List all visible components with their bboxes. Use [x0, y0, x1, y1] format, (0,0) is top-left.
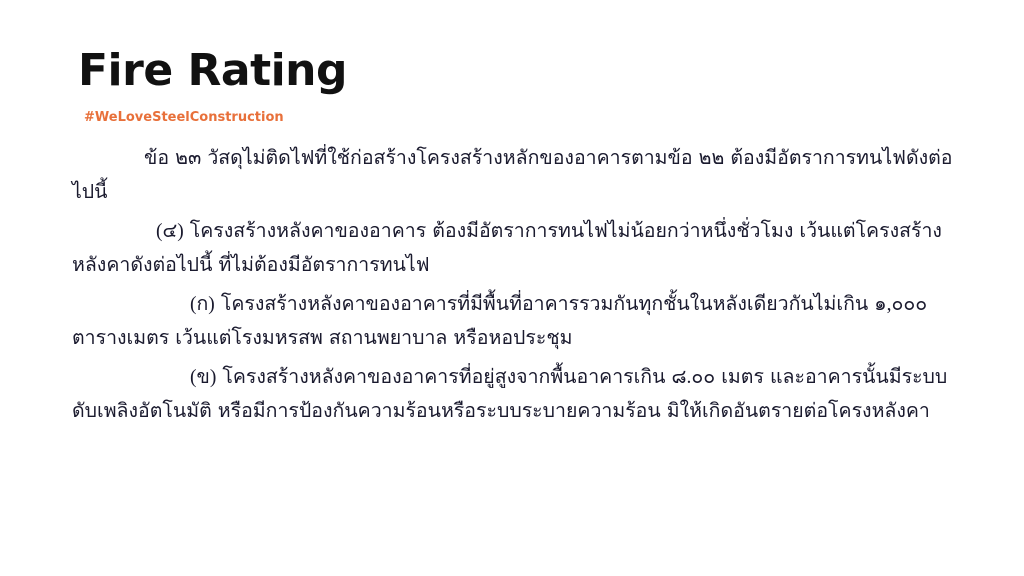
paragraph-text: (๔) โครงสร้างหลังคาของอาคาร ต้องมีอัตราการทนไฟไม่น้อยกว่าหนึ่งชั่วโมง เว้นแต่โครงสร้างหลังคาดังต่อไปนี้ ที่ไม่ต้องมีอัตราการทนไฟ: [72, 221, 942, 276]
paragraph-item-4: [72, 215, 956, 282]
paragraph-item-kho: [72, 361, 956, 428]
paragraph-text: ข้อ ๒๓ วัสดุไม่ติดไฟที่ใช้ก่อสร้างโครงสร้างหลักของอาคารตามข้อ ๒๒ ต้องมีอัตราการทนไฟดังต่อไปนี้: [72, 148, 953, 203]
paragraph-clause-23: [72, 142, 956, 209]
hashtag-label: #WeLoveSteelConstruction: [84, 110, 284, 125]
page-title: Fire Rating: [78, 45, 348, 96]
paragraph-text: (ก) โครงสร้างหลังคาของอาคารที่มีพื้นที่อาคารรวมกันทุกชั้นในหลังเดียวกันไม่เกิน ๑,๐๐๐ ตารางเมตร เว้นแต่โรงมหรสพ สถานพยาบาล หรือหอประชุม: [72, 294, 928, 349]
paragraph-text: (ข) โครงสร้างหลังคาของอาคารที่อยู่สูงจากพื้นอาคารเกิน ๘.๐๐ เมตร และอาคารนั้นมีระบบดับเพลิงอัตโนมัติ หรือมีการป้องกันความร้อนหรือระบบระบายความร้อน มิให้เกิดอันตรายต่อโครงหลังคา: [72, 367, 948, 422]
regulation-text-body: [72, 142, 956, 434]
paragraph-item-ko: [72, 288, 956, 355]
